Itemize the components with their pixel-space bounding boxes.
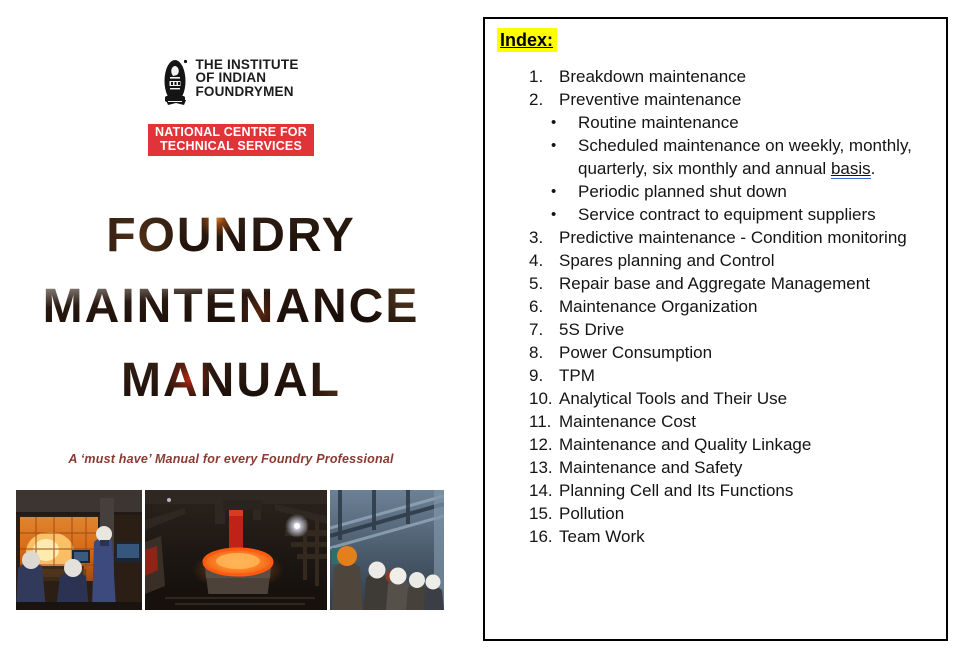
item-text: 5S Drive [559,320,625,339]
index-item-14 [496,479,936,502]
molten-metal-ladle-photo [145,490,327,610]
bullet-text-after: . [870,159,876,178]
bullet-marker: • [551,206,557,223]
index-item-4 [496,249,936,272]
item-text: Repair base and Aggregate Management [559,274,870,293]
index-item-5 [496,272,936,295]
index-bullet-periodic [496,180,936,203]
index-item-16 [496,525,936,548]
item-text: Preventive maintenance [559,90,742,109]
index-item-7 [496,318,936,341]
org-name-line3: FOUNDRYMEN [195,83,294,99]
item-text: Planning Cell and Its Functions [559,481,794,500]
index-item-10 [496,387,936,410]
ncts-banner-line2: TECHNICAL SERVICES [159,138,303,153]
index-item-11 [496,410,936,433]
item-text: Power Consumption [559,343,713,362]
iif-emblem-icon [163,59,189,109]
item-marker: 5. [529,274,544,293]
item-marker: 3. [529,228,544,247]
index-item-12 [496,433,936,456]
index-item-8 [496,341,936,364]
item-marker: 10. [529,389,553,408]
bullet-marker: • [551,114,557,131]
bullet-text: Periodic planned shut down [578,182,787,201]
item-marker: 6. [529,297,544,316]
index-item-9 [496,364,936,387]
item-text: Maintenance and Quality Linkage [559,435,812,454]
index-bullet-routine [496,111,936,134]
index-bullet-scheduled [496,134,936,180]
item-text: Breakdown maintenance [559,67,747,86]
index-item-15 [496,502,936,525]
item-text: Maintenance Cost [559,412,697,431]
item-text: TPM [559,366,595,385]
org-name [195,58,298,98]
item-text: Maintenance Organization [559,297,758,316]
bullet-text: Service contract to equipment suppliers [578,205,876,224]
manual-cover-page [0,0,470,654]
index-item-6 [496,295,936,318]
underlined-word: basis [830,159,871,178]
cover-tagline: A ‘must have’ Manual for every Foundry Professional [68,452,394,466]
item-marker: 9. [529,366,544,385]
item-text: Predictive maintenance - Condition monitoring [559,228,907,247]
item-marker: 16. [529,527,553,546]
bullet-text [578,134,936,180]
item-marker: 4. [529,251,544,270]
item-text: Analytical Tools and Their Use [559,389,788,408]
org-name-line2: OF INDIAN [195,70,267,86]
org-name-line1: THE INSTITUTE [195,57,299,72]
item-marker: 7. [529,320,544,339]
item-text: Team Work [559,527,645,546]
foundry-control-room-photo [16,490,142,610]
ncts-banner [148,124,314,156]
item-marker: 8. [529,343,544,362]
index-heading: Index: [497,28,557,52]
photo-strip [16,490,444,610]
title-line-foundry: FOUNDRY [0,212,462,260]
bullet-text-before: Scheduled maintenance on weekly, monthly, quarterly, six monthly and annual [578,136,912,178]
index-bullet-service [496,203,936,226]
index-item-1 [496,65,936,88]
item-marker: 13. [529,458,553,477]
index-item-13 [496,456,936,479]
item-text: Spares planning and Control [559,251,775,270]
index-item-2 [496,88,936,111]
iif-logo [0,58,462,156]
iif-logo-top [163,58,298,109]
item-marker: 14. [529,481,553,500]
index-list [496,65,936,548]
ncts-banner-line1: NATIONAL CENTRE FOR [155,125,307,139]
title-line-manual: MANUAL [0,357,462,405]
item-marker: 1. [529,67,544,86]
index-item-3 [496,226,936,249]
title-line-maintenance: MAINTENANCE [0,283,462,331]
item-marker: 11. [529,412,552,431]
bullet-marker: • [551,137,557,154]
item-marker: 2. [529,90,544,109]
foundry-workers-group-photo [330,490,444,610]
item-text: Pollution [559,504,625,523]
bullet-text: Routine maintenance [578,113,739,132]
bullet-marker: • [551,183,557,200]
index-panel [483,17,948,641]
item-text: Maintenance and Safety [559,458,743,477]
item-marker: 15. [529,504,553,523]
item-marker: 12. [529,435,553,454]
